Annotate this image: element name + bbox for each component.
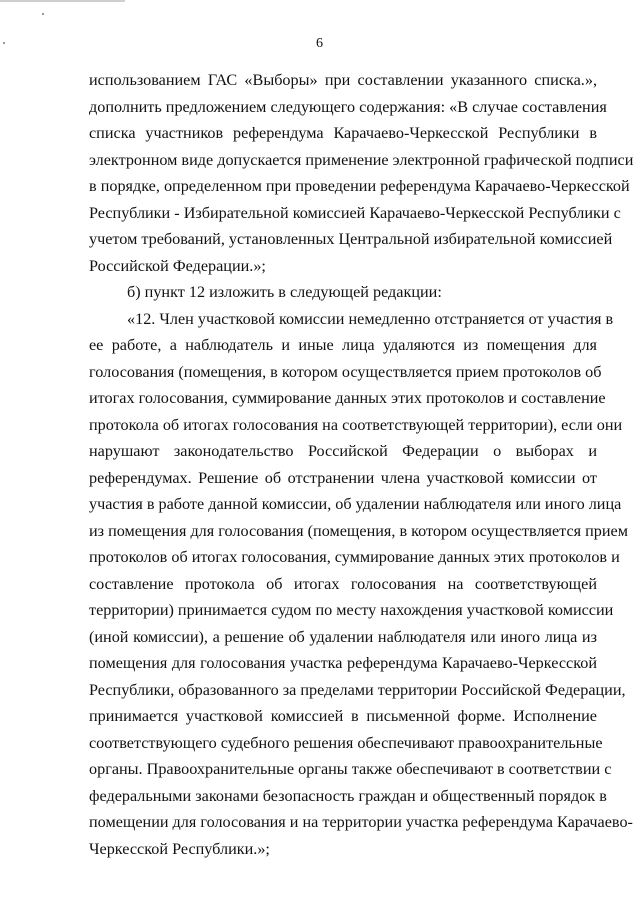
scan-speck (42, 13, 44, 15)
text-line: Республики - Избирательной комиссией Карачаево-Черкесской Республики с (89, 203, 621, 222)
text-line: Черкесской Республики.»; (89, 839, 270, 858)
text-line: федеральными законами безопасность граждан и общественный порядок в (89, 786, 607, 805)
text-line: «12. Член участковой комиссии немедленно отстраняется от участия в (127, 309, 614, 328)
text-line: Республики, образованного за пределами территории Российской Федерации, (89, 680, 626, 699)
text-line: протокола об итогах голосования на соответствующей территории), если они (89, 415, 623, 434)
text-line: Российской Федерации.»; (89, 256, 266, 275)
text-line: соответствующего судебного решения обеспечивают правоохранительные (89, 733, 603, 752)
document-body (89, 67, 634, 862)
text-line: помещения для голосования участка референдума Карачаево-Черкесской (89, 654, 597, 672)
text-line: электронном виде допускается применение электронной графической подписи (89, 150, 634, 169)
text-line: итогах голосования, суммирование данных этих протоколов и составление (89, 389, 606, 407)
text-line: учетом требований, установленных Центральной избирательной комиссией (89, 230, 613, 248)
text-line: органы. Правоохранительные органы также обеспечивают в соответствии с (89, 760, 612, 778)
text-line: ее работе, а наблюдатель и иные лица удаляются из помещения для (89, 336, 597, 354)
scan-edge-mark (0, 0, 125, 2)
text-line: (иной комиссии), а решение об удалении наблюдателя или иного лица из (89, 627, 597, 646)
text-line: использованием ГАС «Выборы» при составлении указанного списка.», (89, 71, 597, 89)
text-line: протоколов об итогах голосования, суммирование данных этих протоколов и (89, 548, 620, 566)
text-line: списка участников референдума Карачаево-Черкесской Республики в (89, 124, 597, 142)
page-number: 6 (316, 36, 323, 51)
text-line: нарушают законодательство Российской Федерации о выборах и (89, 442, 597, 460)
text-line: голосования (помещения, в котором осуществляется прием протоколов об (89, 362, 602, 381)
text-line: составление протокола об итогах голосования на соответствующей (89, 574, 597, 593)
text-line: дополнить предложением следующего содержания: «В случае составления (89, 97, 607, 116)
text-line: б) пункт 12 изложить в следующей редакции: (127, 283, 442, 301)
text-line: из помещения для голосования (помещения, в котором осуществляется прием (89, 521, 628, 540)
text-line: принимается участковой комиссией в письменной форме. Исполнение (89, 707, 597, 725)
text-line: референдумах. Решение об отстранении члена участковой комиссии от (89, 468, 597, 487)
text-line: помещении для голосования и на территории участка референдума Карачаево- (89, 813, 633, 831)
text-line: территории) принимается судом по месту нахождения участковой комиссии (89, 601, 614, 619)
text-line: участия в работе данной комиссии, об удалении наблюдателя или иного лица (89, 495, 622, 513)
text-line: в порядке, определенном при проведении референдума Карачаево-Черкесской (89, 177, 630, 195)
